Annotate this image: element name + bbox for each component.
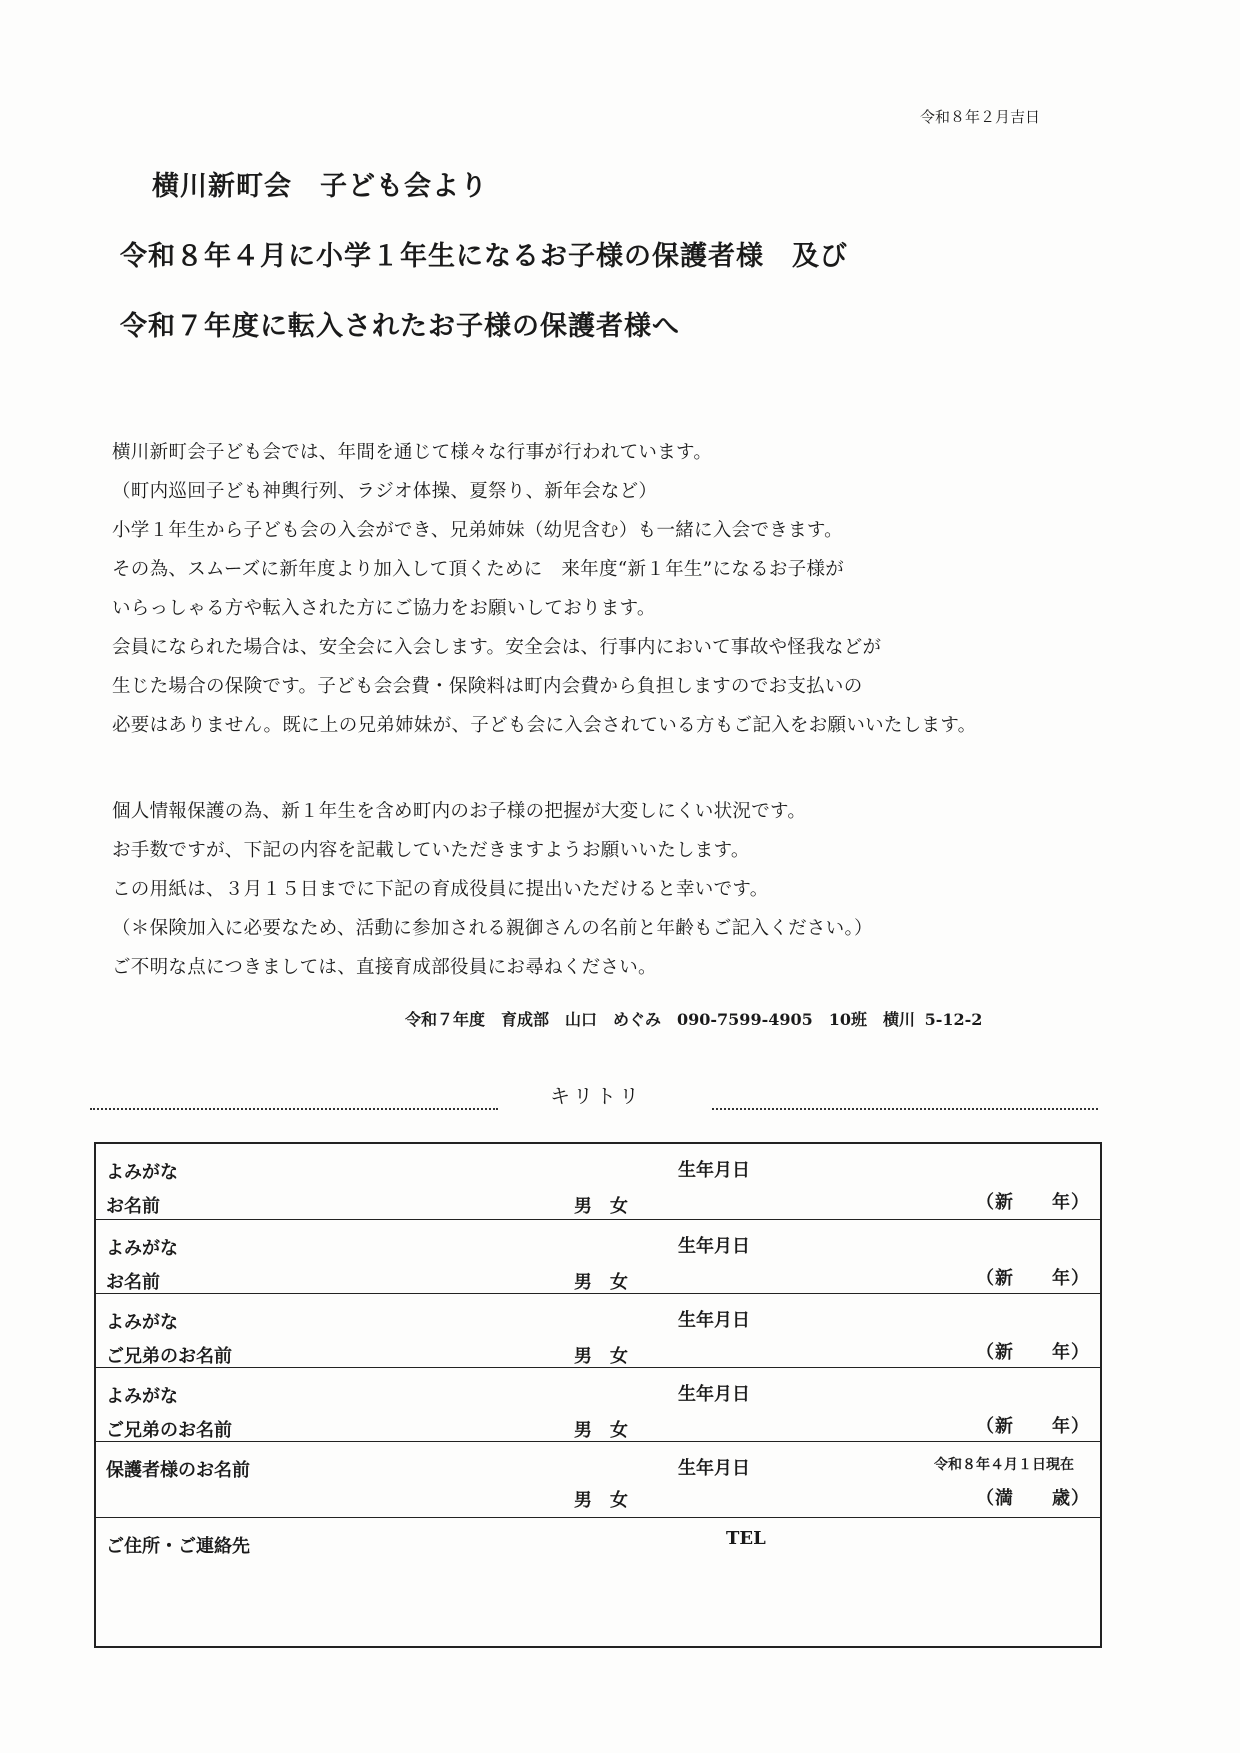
grade-open: （新 (976, 1192, 1014, 1213)
tel-field[interactable]: TEL (726, 1528, 766, 1549)
gender-choice[interactable]: 男 女 (574, 1196, 628, 1217)
form-row-child-1 (96, 1144, 1100, 1220)
body-line: 横川新町会子ども会では、年間を通じて様々な行事が行われています。 (112, 442, 713, 463)
body-line: ご不明な点につきましては、直接育成部役員にお尋ねください。 (112, 957, 657, 978)
guardian-name-field[interactable]: 保護者様のお名前 (106, 1460, 250, 1481)
body-line: いらっしゃる方や転入された方にご協力をお願いしております。 (112, 598, 656, 619)
gender-choice[interactable]: 男 女 (574, 1420, 628, 1441)
age-open: （満 (976, 1488, 1014, 1509)
furigana-field[interactable]: よみがな (106, 1386, 178, 1407)
name-field[interactable]: ご兄弟のお名前 (106, 1420, 232, 1441)
body-line: （町内巡回子ども神輿行列、ラジオ体操、夏祭り、新年会など） (112, 481, 658, 502)
cut-label: キリトリ (550, 1084, 642, 1108)
form-row-address (96, 1518, 1100, 1646)
registration-form (94, 1142, 1102, 1648)
furigana-field[interactable]: よみがな (106, 1162, 178, 1183)
birthdate-field[interactable]: 生年月日 (678, 1458, 750, 1479)
grade-open: （新 (976, 1342, 1014, 1363)
name-field[interactable]: お名前 (106, 1272, 160, 1293)
heading-recipient-1: 令和８年４月に小学１年生になるお子様の保護者様 及び (120, 241, 848, 272)
form-row-sibling-2 (96, 1368, 1100, 1442)
grade-field[interactable] (976, 1338, 1090, 1364)
name-field[interactable]: お名前 (106, 1196, 160, 1217)
grade-close: 年） (1052, 1416, 1090, 1437)
grade-field[interactable] (976, 1188, 1090, 1214)
heading-recipient-2: 令和７年度に転入されたお子様の保護者様へ (120, 311, 680, 342)
body-line: 小学１年生から子ども会の入会ができ、兄弟姉妹（幼児含む）も一緒に入会できます。 (112, 520, 843, 541)
address-field[interactable]: ご住所・ご連絡先 (106, 1536, 250, 1557)
gender-choice[interactable]: 男 女 (574, 1272, 628, 1293)
cut-line-right (712, 1108, 1098, 1110)
birthdate-field[interactable]: 生年月日 (678, 1384, 750, 1405)
cut-line-left (90, 1108, 498, 1110)
issue-date: 令和８年２月吉日 (920, 108, 1041, 126)
form-row-child-2 (96, 1220, 1100, 1294)
form-row-guardian (96, 1442, 1100, 1518)
body-line: お手数ですが、下記の内容を記載していただきますようお願いいたします。 (112, 840, 750, 861)
heading-organization: 横川新町会 子ども会より (152, 171, 488, 202)
age-close: 歳） (1052, 1488, 1090, 1509)
age-field[interactable] (976, 1484, 1090, 1510)
grade-field[interactable] (976, 1412, 1090, 1438)
body-line: 必要はありません。既に上の兄弟姉妹が、子ども会に入会されている方もご記入をお願いいたします。 (112, 715, 977, 736)
form-row-sibling-1 (96, 1294, 1100, 1368)
gender-choice[interactable]: 男 女 (574, 1490, 628, 1511)
body-line: 個人情報保護の為、新１年生を含め町内のお子様の把握が大変しにくい状況です。 (112, 801, 807, 822)
body-line: 会員になられた場合は、安全会に入会します。安全会は、行事内において事故や怪我などが (112, 637, 882, 658)
birthdate-field[interactable]: 生年月日 (678, 1160, 750, 1181)
birthdate-field[interactable]: 生年月日 (678, 1236, 750, 1257)
grade-close: 年） (1052, 1192, 1090, 1213)
body-line: （＊保険加入に必要なため、活動に参加される親御さんの名前と年齢もご記入ください。） (112, 918, 873, 939)
age-reference-note: 令和８年４月１日現在 (934, 1457, 1074, 1473)
grade-close: 年） (1052, 1268, 1090, 1289)
contact-info: 令和７年度 育成部 山口 めぐみ 090-7599-4905 10班 横川 5-12-2 (405, 1010, 983, 1029)
grade-close: 年） (1052, 1342, 1090, 1363)
furigana-field[interactable]: よみがな (106, 1312, 178, 1333)
body-line: この用紙は、３月１５日までに下記の育成役員に提出いただけると幸いです。 (112, 879, 769, 900)
furigana-field[interactable]: よみがな (106, 1238, 178, 1259)
body-line: その為、スムーズに新年度より加入して頂くために 来年度“新１年生”になるお子様が (112, 559, 845, 580)
body-line: 生じた場合の保険です。子ども会会費・保険料は町内会費から負担しますのでお支払いの (112, 676, 863, 697)
birthdate-field[interactable]: 生年月日 (678, 1310, 750, 1331)
grade-open: （新 (976, 1416, 1014, 1437)
name-field[interactable]: ご兄弟のお名前 (106, 1346, 232, 1367)
grade-field[interactable] (976, 1264, 1090, 1290)
gender-choice[interactable]: 男 女 (574, 1346, 628, 1367)
grade-open: （新 (976, 1268, 1014, 1289)
